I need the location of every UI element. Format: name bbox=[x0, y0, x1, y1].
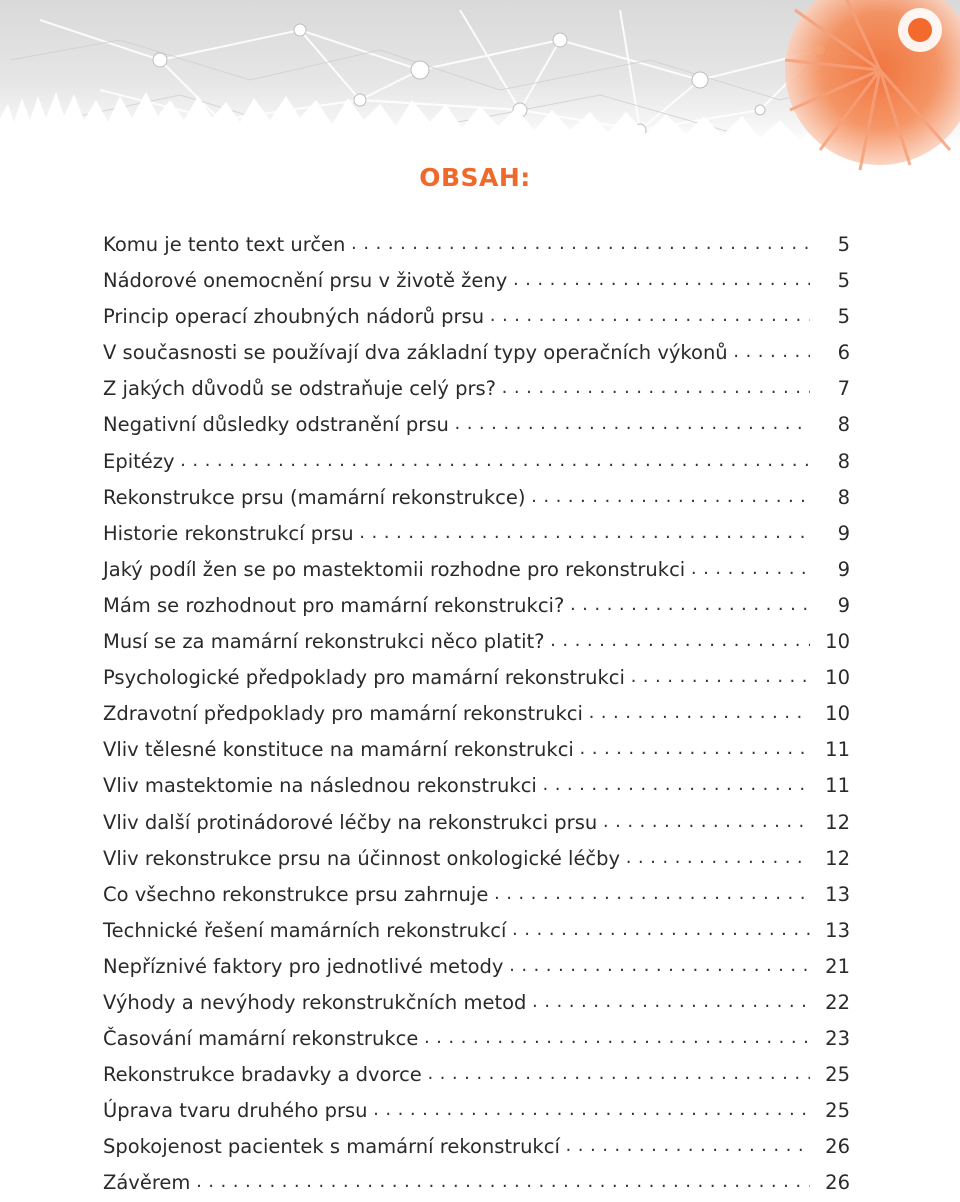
toc-entry-title: Princip operací zhoubných nádorů prsu bbox=[103, 305, 485, 329]
toc-entry[interactable] bbox=[103, 624, 850, 660]
toc-entry[interactable] bbox=[103, 263, 850, 299]
toc-entry-page-number: 10 bbox=[825, 702, 850, 726]
toc-entry-page-number: 11 bbox=[825, 774, 850, 798]
toc-entry[interactable] bbox=[103, 444, 850, 480]
toc-entry[interactable] bbox=[103, 1057, 850, 1093]
toc-entry-title: Technické řešení mamárních rekonstrukcí bbox=[103, 918, 507, 942]
page-title: OBSAH: bbox=[419, 163, 531, 192]
toc-entry-page-number: 10 bbox=[825, 666, 850, 690]
dot-leader bbox=[689, 551, 810, 587]
dot-leader bbox=[510, 912, 810, 948]
dot-leader bbox=[629, 659, 810, 695]
toc-entry-title: Mám se rozhodnout pro mamární rekonstrukci? bbox=[103, 593, 565, 617]
toc-entry[interactable] bbox=[103, 371, 850, 407]
toc-entry-page-number: 9 bbox=[837, 557, 850, 581]
toc-entry[interactable] bbox=[103, 660, 850, 696]
toc-entry-page-number: 11 bbox=[825, 738, 850, 762]
toc-entry-title: Vliv rekonstrukce prsu na účinnost onkologické léčby bbox=[103, 846, 621, 870]
toc-entry-page-number: 5 bbox=[837, 269, 850, 293]
toc-entry[interactable] bbox=[103, 588, 850, 624]
dot-leader bbox=[568, 587, 810, 623]
dot-leader bbox=[587, 695, 810, 731]
dot-leader bbox=[453, 406, 810, 442]
toc-entry[interactable] bbox=[103, 480, 850, 516]
toc-entry-page-number: 21 bbox=[825, 954, 850, 978]
toc-entry[interactable] bbox=[103, 1165, 850, 1201]
toc-entry[interactable] bbox=[103, 1021, 850, 1057]
toc-entry-page-number: 12 bbox=[825, 810, 850, 834]
toc-entry-title: Historie rekonstrukcí prsu bbox=[103, 521, 354, 545]
toc-entry-page-number: 26 bbox=[825, 1171, 850, 1195]
toc-entry-page-number: 25 bbox=[825, 1063, 850, 1087]
dot-leader bbox=[492, 876, 810, 912]
toc-entry[interactable] bbox=[103, 335, 850, 371]
toc-entry-title: Negativní důsledky odstranění prsu bbox=[103, 413, 449, 437]
toc-entry-title: V současnosti se používají dva základní typy operačních výkonů bbox=[103, 341, 728, 365]
toc-entry-title: Epitézy bbox=[103, 449, 175, 473]
toc-entry[interactable] bbox=[103, 552, 850, 588]
dot-leader bbox=[349, 226, 810, 262]
toc-entry-title: Co všechno rekonstrukce prsu zahrnuje bbox=[103, 882, 489, 906]
toc-entry[interactable] bbox=[103, 516, 850, 552]
molecular-network-illustration bbox=[0, 0, 960, 185]
toc-entry-page-number: 13 bbox=[825, 882, 850, 906]
toc-entry[interactable] bbox=[103, 877, 850, 913]
toc-entry-title: Psychologické předpoklady pro mamární rekonstrukci bbox=[103, 666, 625, 690]
table-of-contents bbox=[103, 227, 850, 1202]
dot-leader bbox=[624, 840, 810, 876]
toc-entry-page-number: 12 bbox=[825, 846, 850, 870]
toc-entry[interactable] bbox=[103, 949, 850, 985]
dot-leader bbox=[549, 623, 810, 659]
toc-entry-title: Výhody a nevýhody rekonstrukčních metod bbox=[103, 990, 527, 1014]
toc-entry-page-number: 8 bbox=[837, 413, 850, 437]
dot-leader bbox=[601, 804, 810, 840]
toc-entry-page-number: 22 bbox=[825, 990, 850, 1014]
toc-entry-title: Vliv mastektomie na následnou rekonstrukci bbox=[103, 774, 537, 798]
toc-entry-title: Závěrem bbox=[103, 1171, 191, 1195]
toc-entry-title: Spokojenost pacientek s mamární rekonstrukcí bbox=[103, 1135, 560, 1159]
toc-entry-page-number: 9 bbox=[837, 521, 850, 545]
dot-leader bbox=[564, 1128, 810, 1164]
dot-leader bbox=[529, 479, 810, 515]
toc-entry-title: Jaký podíl žen se po mastektomii rozhodne pro rekonstrukci bbox=[103, 557, 686, 581]
toc-entry[interactable] bbox=[103, 768, 850, 804]
toc-entry-page-number: 13 bbox=[825, 918, 850, 942]
toc-entry[interactable] bbox=[103, 913, 850, 949]
toc-entry-title: Rekonstrukce prsu (mamární rekonstrukce) bbox=[103, 485, 526, 509]
toc-entry-page-number: 5 bbox=[837, 233, 850, 256]
toc-entry-page-number: 10 bbox=[825, 630, 850, 654]
dot-leader bbox=[511, 262, 810, 298]
toc-entry[interactable] bbox=[103, 1093, 850, 1129]
toc-entry-page-number: 25 bbox=[825, 1099, 850, 1123]
toc-entry-title: Komu je tento text určen bbox=[103, 233, 346, 256]
header-banner-image bbox=[0, 0, 960, 185]
dot-leader bbox=[488, 298, 810, 334]
toc-entry-title: Vliv tělesné konstituce na mamární rekonstrukci bbox=[103, 738, 574, 762]
toc-entry-title: Nepříznivé faktory pro jednotlivé metody bbox=[103, 954, 504, 978]
toc-entry-page-number: 26 bbox=[825, 1135, 850, 1159]
toc-entry-page-number: 8 bbox=[837, 485, 850, 509]
toc-entry-title: Úprava tvaru druhého prsu bbox=[103, 1099, 368, 1123]
dot-leader bbox=[507, 948, 810, 984]
toc-entry[interactable] bbox=[103, 985, 850, 1021]
dot-leader bbox=[194, 1164, 810, 1200]
toc-entry-page-number: 7 bbox=[837, 377, 850, 401]
toc-entry-title: Z jakých důvodů se odstraňuje celý prs? bbox=[103, 377, 497, 401]
dot-leader bbox=[358, 515, 810, 551]
toc-entry[interactable] bbox=[103, 407, 850, 443]
toc-entry-title: Nádorové onemocnění prsu v životě ženy bbox=[103, 269, 508, 293]
dot-leader bbox=[179, 443, 810, 479]
toc-entry-title: Rekonstrukce bradavky a dvorce bbox=[103, 1063, 422, 1087]
dot-leader bbox=[500, 370, 810, 406]
toc-entry-page-number: 6 bbox=[837, 341, 850, 365]
toc-entry[interactable] bbox=[103, 227, 850, 263]
toc-entry-page-number: 5 bbox=[837, 305, 850, 329]
toc-entry-page-number: 9 bbox=[837, 593, 850, 617]
toc-entry[interactable] bbox=[103, 732, 850, 768]
toc-entry[interactable] bbox=[103, 299, 850, 335]
toc-entry-page-number: 8 bbox=[837, 449, 850, 473]
dot-leader bbox=[541, 767, 810, 803]
toc-entry[interactable] bbox=[103, 696, 850, 732]
toc-entry-title: Zdravotní předpoklady pro mamární rekonstrukci bbox=[103, 702, 583, 726]
toc-entry[interactable] bbox=[103, 841, 850, 877]
toc-entry[interactable] bbox=[103, 805, 850, 841]
toc-entry-title: Musí se za mamární rekonstrukci něco platit? bbox=[103, 630, 545, 654]
dot-leader bbox=[530, 984, 810, 1020]
dot-leader bbox=[426, 1056, 810, 1092]
dot-leader bbox=[372, 1092, 810, 1128]
toc-entry-title: Vliv další protinádorové léčby na rekonstrukci prsu bbox=[103, 810, 598, 834]
dot-leader bbox=[578, 731, 810, 767]
toc-entry-page-number: 23 bbox=[825, 1027, 850, 1051]
toc-entry-title: Časování mamární rekonstrukce bbox=[103, 1027, 419, 1051]
toc-entry[interactable] bbox=[103, 1129, 850, 1165]
dot-leader bbox=[422, 1020, 810, 1056]
dot-leader bbox=[732, 334, 810, 370]
